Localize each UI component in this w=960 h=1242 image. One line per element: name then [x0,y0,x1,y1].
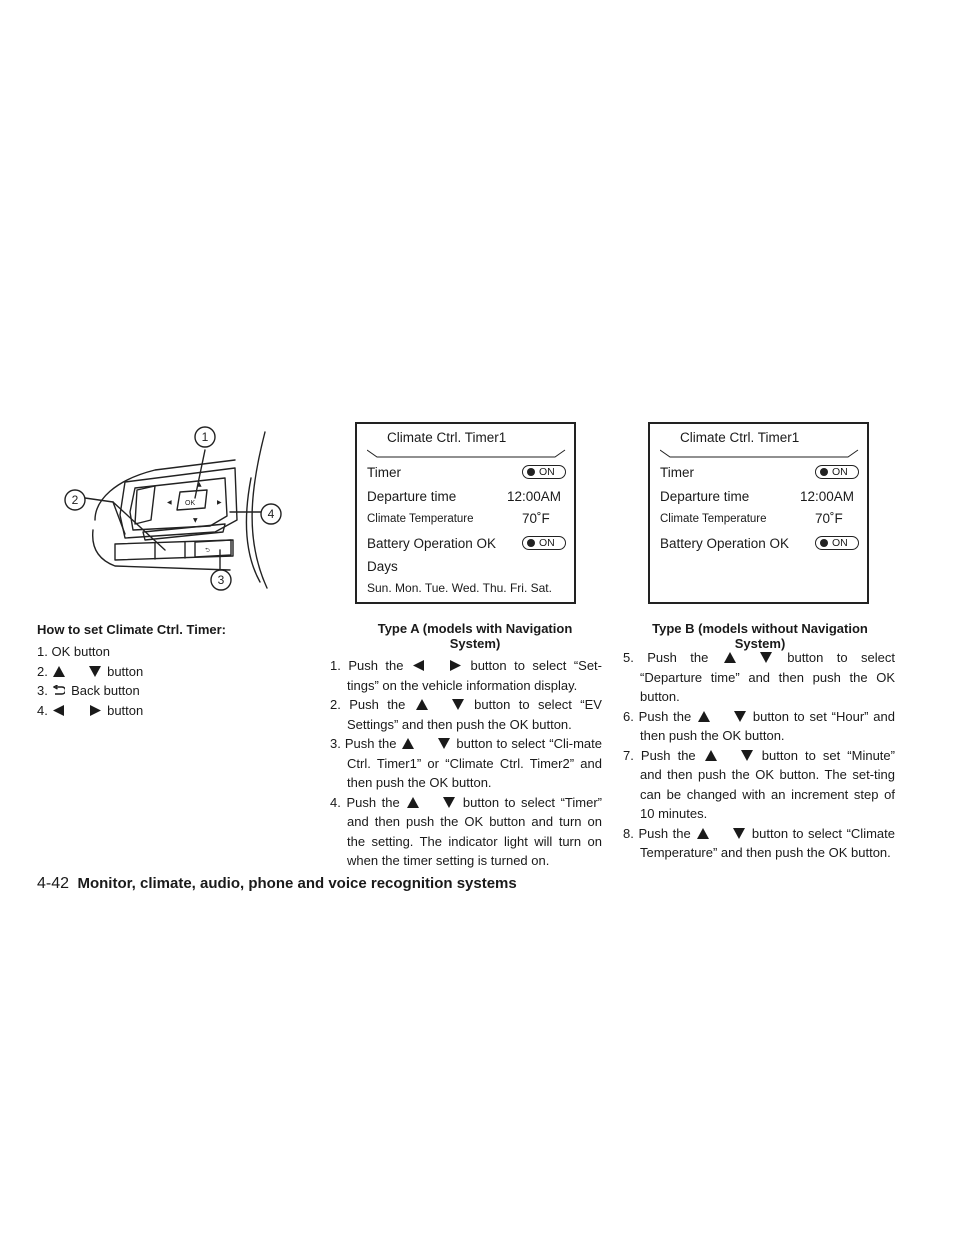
right-arrow-icon [449,660,461,671]
svg-text:▼: ▼ [193,517,198,524]
left-arrow-icon [413,660,425,671]
svg-text:▶: ▶ [217,499,222,506]
back-icon [53,685,65,696]
timer-toggle: ON [815,465,859,479]
departure-label: Departure time [660,489,750,504]
temperature-label: Climate Temperature [367,513,474,525]
battery-toggle: ON [815,536,859,550]
step-item: 3. Push the button to select “Cli-mate Ctrl. Timer1” or “Climate Ctrl. Timer2” and then push the OK button. [330,736,602,790]
step-item: 4. Push the button to select “Timer” and then push the OK button and turn on the setting. The indicator light will turn on when the timer setting is turned on. [330,794,602,868]
step-item: 8. Push the button to select “Climate Temperature” and then push the OK button. [623,825,895,860]
callout-4: 4 [267,507,275,521]
temperature-value: 70˚F [815,511,843,526]
up-arrow-icon [705,750,717,761]
days-label: Days [367,559,398,574]
ok-key-label: OK [185,500,196,507]
up-arrow-icon [697,828,709,839]
button-legend [37,642,297,720]
up-arrow-icon [407,797,419,808]
timer-toggle: ON [522,465,566,479]
display-type-a [355,422,576,604]
chapter-title: Monitor, climate, audio, phone and voice recognition systems [77,875,517,892]
svg-text:◀: ◀ [167,499,172,506]
section-heading: How to set Climate Ctrl. Timer: [37,622,227,637]
down-arrow-icon [734,711,746,722]
left-arrow-icon [53,705,65,716]
callout-3: 3 [217,573,225,587]
down-arrow-icon [452,699,464,710]
step-item: 6. Push the button to set “Hour” and then push the OK button. [623,708,895,743]
battery-label: Battery Operation OK [660,536,790,551]
timer-label: Timer [660,465,694,480]
up-arrow-icon [724,652,736,663]
days-value: Sun. Mon. Tue. Wed. Thu. Fri. Sat. [367,581,552,595]
display-type-b [648,422,869,604]
battery-toggle: ON [522,536,566,550]
steering-switch-diagram [55,420,295,600]
page-number: 4-42 [37,875,70,892]
down-arrow-icon [443,797,455,808]
legend-item: 2. button [37,663,144,679]
right-arrow-icon [89,705,101,716]
up-arrow-icon [53,666,65,677]
departure-value: 12:00AM [800,489,855,504]
up-arrow-icon [402,738,414,749]
callout-1: 1 [201,430,209,444]
steps-right [623,648,895,863]
down-arrow-icon [89,666,101,677]
caption-type-a: Type A (models with Navigation System) [377,621,573,651]
title-underline [367,448,567,458]
page-footer [37,875,517,893]
callout-2: 2 [71,493,79,507]
battery-label: Battery Operation OK [367,536,497,551]
temperature-value: 70˚F [522,511,550,526]
steps-middle [330,656,602,871]
down-arrow-icon [760,652,772,663]
svg-text:▲: ▲ [197,481,202,488]
down-arrow-icon [733,828,745,839]
svg-text:⮌: ⮌ [205,547,210,554]
timer-label: Timer [367,465,401,480]
step-item: 2. Push the button to select “EV Settings” and then push the OK button. [330,697,602,732]
legend-item: 1. OK button [37,644,111,659]
step-item: 1. Push the button to select “Set-tings” on the vehicle information display. [330,658,602,693]
step-item: 5. Push the button to select “Departure time” and then push the OK button. [623,650,895,704]
down-arrow-icon [741,750,753,761]
screen-title: Climate Ctrl. Timer1 [387,430,507,445]
legend-item: 4. button [37,702,144,718]
up-arrow-icon [416,699,428,710]
down-arrow-icon [438,738,450,749]
up-arrow-icon [698,711,710,722]
title-underline [660,448,860,458]
temperature-label: Climate Temperature [660,513,767,525]
screen-title: Climate Ctrl. Timer1 [680,430,800,445]
step-item: 7. Push the button to set “Minute” and then push the OK button. The set-ting can be changed with an increment step of 10 minutes. [623,747,895,821]
legend-item: 3. Back button [37,683,140,698]
departure-label: Departure time [367,489,457,504]
caption-type-b: Type B (models without Navigation System) [652,621,868,651]
departure-value: 12:00AM [507,489,562,504]
